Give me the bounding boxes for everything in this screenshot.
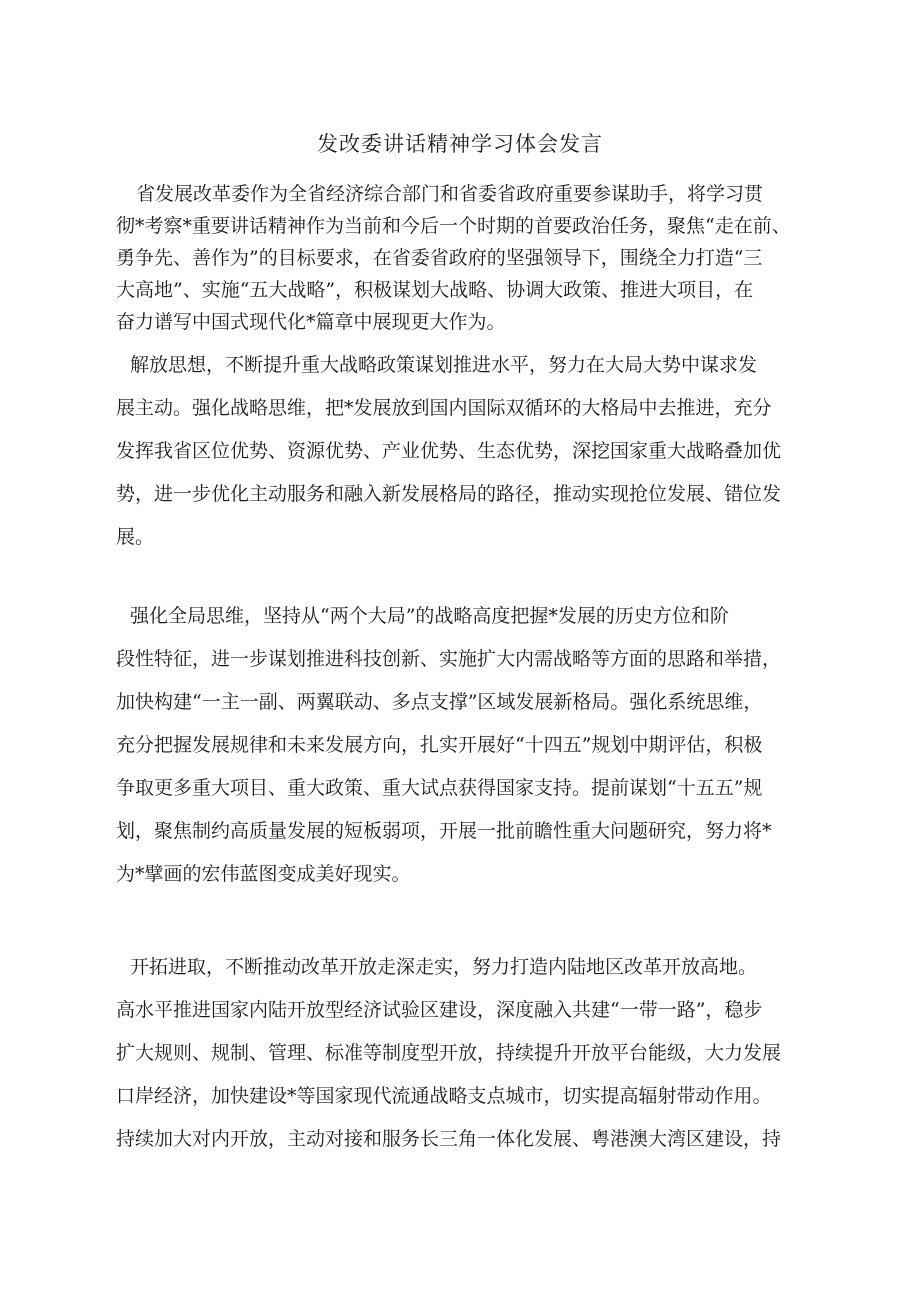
paragraph-line: 口岸经济，加快建设*等国家现代流通战略支点城市，切实提高辐射带动作用。 — [116, 1085, 772, 1107]
paragraph-line: 强化全局思维，坚持从“两个大局”的战略高度把握*发展的历史方位和阶 — [130, 605, 729, 627]
paragraph-line: 省发展改革委作为全省经济综合部门和省委省政府重要参谋助手，将学习贯 — [136, 183, 764, 205]
paragraph-line: 展主动。强化战略思维，把*发展放到国内国际双循环的大格局中去推进，充分 — [116, 397, 772, 419]
paragraph-line: 持续加大对内开放，主动对接和服务长三角一体化发展、粤港澳大湾区建设，持 — [116, 1128, 782, 1150]
paragraph-line: 奋力谱写中国式现代化*篇章中展现更大作为。 — [116, 311, 506, 333]
paragraph-line: 划，聚焦制约高质量发展的短板弱项，开展一批前瞻性重大问题研究，努力将* — [116, 820, 772, 842]
paragraph-line: 开拓进取，不断推动改革开放走深走实，努力打造内陆地区改革开放高地。 — [130, 956, 758, 978]
paragraph-4 — [116, 946, 826, 1161]
paragraph-line: 扩大规则、规制、管理、标准等制度型开放，持续提升开放平台能级，大力发展 — [116, 1042, 782, 1064]
paragraph-line: 势，进一步优化主动服务和融入新发展格局的路径，推动实现抢位发展、错位发 — [116, 483, 782, 505]
paragraph-line: 加快构建“一主一副、两翼联动、多点支撑”区域发展新格局。强化系统思维， — [116, 691, 763, 713]
paragraph-line: 发挥我省区位优势、资源优势、产业优势、生态优势，深挖国家重大战略叠加优 — [116, 440, 782, 462]
document-title: 发改委讲话精神学习体会发言 — [317, 132, 603, 156]
paragraph-line: 争取更多重大项目、重大政策、重大试点获得国家支持。提前谋划“十五五”规 — [116, 777, 763, 799]
paragraph-line: 高水平推进国家内陆开放型经济试验区建设，深度融入共建“一带一路”，稳步 — [116, 999, 763, 1021]
paragraph-line: 勇争先、善作为”的目标要求，在省委省政府的坚强领导下，围绕全力打造“三 — [116, 247, 763, 269]
paragraph-line: 为*擘画的宏伟蓝图变成美好现实。 — [116, 863, 411, 885]
paragraph-line: 大高地”、实施“五大战略”，积极谋划大战略、协调大政策、推进大项目，在 — [116, 279, 754, 301]
paragraph-1 — [116, 178, 826, 338]
paragraph-line: 段性特征，进一步谋划推进科技创新、实施扩大内需战略等方面的思路和举措， — [116, 648, 782, 670]
paragraph-2 — [116, 344, 826, 559]
paragraph-line: 解放思想，不断提升重大战略政策谋划推进水平，努力在大局大势中谋求发 — [130, 354, 758, 376]
paragraph-line: 充分把握发展规律和未来发展方向，扎实开展好“十四五”规划中期评估，积极 — [116, 734, 763, 756]
paragraph-3 — [116, 595, 826, 896]
paragraph-line: 彻*考察*重要讲话精神作为当前和今后一个时期的首要政治任务，聚焦“走在前、 — [116, 215, 791, 237]
paragraph-line: 展。 — [116, 526, 155, 548]
